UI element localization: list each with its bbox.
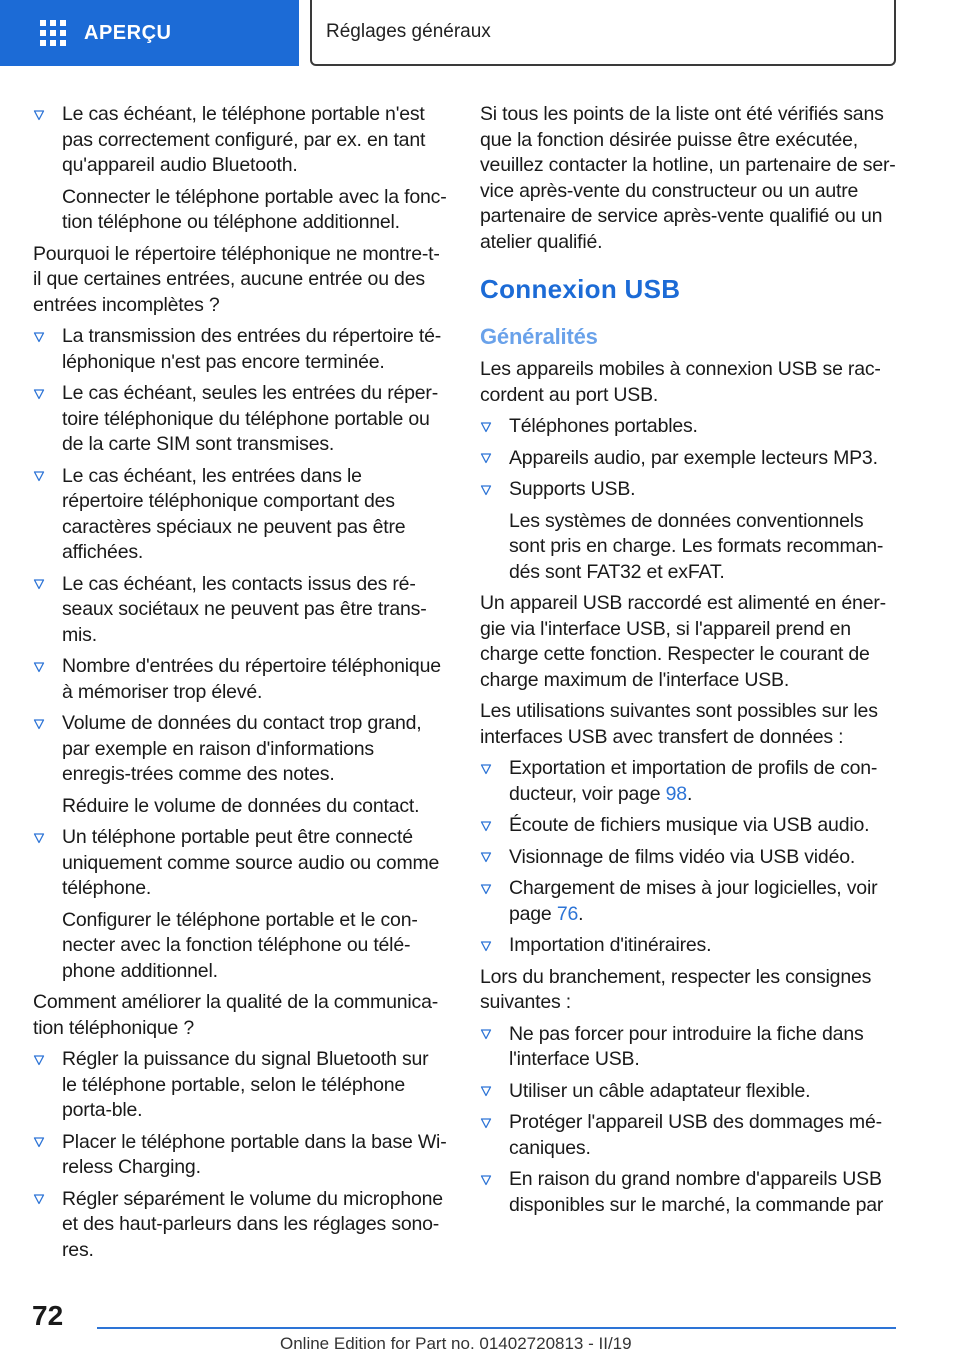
left-column	[33, 102, 447, 1269]
list-item	[480, 813, 896, 839]
overview-tab-label: APERÇU	[84, 21, 172, 44]
list-item-text: Visionnage de films vidéo via USB vidéo.	[509, 845, 856, 868]
list-item	[33, 1130, 447, 1181]
list-item	[33, 654, 447, 705]
triangle-bullet-icon	[480, 477, 496, 502]
triangle-bullet-icon	[480, 414, 496, 439]
list-item	[33, 572, 447, 649]
right-column	[480, 102, 896, 1224]
instruction-text: Réduire le volume de données du contact.	[62, 794, 420, 817]
triangle-bullet-icon	[480, 1167, 496, 1192]
triangle-bullet-icon	[480, 933, 496, 958]
list-item-text: La transmission des entrées du répertoire té‐léphonique n'est pas encore terminée.	[62, 325, 442, 373]
list-item	[480, 933, 896, 959]
list-item	[33, 711, 447, 788]
paragraph: Lors du branchement, respecter les consignes suivantes :	[480, 965, 872, 1013]
triangle-bullet-icon	[33, 324, 49, 349]
list-item	[33, 825, 447, 902]
footer-divider	[97, 1327, 896, 1329]
list-item-text: Exportation et importation de profils de con‐ducteur, voir page	[509, 757, 878, 805]
list-item-text: Nombre d'entrées du répertoire téléphonique à mémoriser trop élevé.	[62, 655, 441, 703]
triangle-bullet-icon	[33, 654, 49, 679]
list-item-text: Volume de données du contact trop grand, par exemple en raison d'informations enregis‐trées comme des notes.	[62, 712, 422, 785]
list-item-text: Régler séparément le volume du microphone et des haut-parleurs dans les réglages sono‐res.	[62, 1187, 443, 1261]
instruction-text: Configurer le téléphone portable et le con‐necter avec la fonction téléphone ou télé‐phone additionnel.	[62, 908, 418, 982]
triangle-bullet-icon	[480, 876, 496, 901]
list-item	[33, 1047, 447, 1124]
paragraph: Un appareil USB raccordé est alimenté en éner‐gie via l'interface USB, si l'appareil prend en charge cette fonction. Respecter le courant de charge maximum de l'interface USB.	[480, 592, 886, 691]
triangle-bullet-icon	[480, 1022, 496, 1047]
list-item	[33, 464, 447, 566]
list-item-text: Le cas échéant, les entrées dans le répertoire téléphonique comportant des caractères spéciaux ne peuvent pas être affichées.	[62, 464, 406, 563]
triangle-bullet-icon	[480, 813, 496, 838]
list-item	[480, 756, 896, 807]
list-item	[480, 1022, 896, 1073]
footer-edition: Online Edition for Part no. 01402720813 - II/19	[280, 1334, 632, 1353]
list-item	[480, 876, 896, 927]
page-reference-link[interactable]: 76	[556, 902, 579, 925]
triangle-bullet-icon	[33, 1130, 49, 1155]
instruction-text: Les systèmes de données conventionnels sont pris en charge. Les formats recomman‐dés sont FAT32 et exFAT.	[509, 509, 884, 583]
list-item	[480, 1110, 896, 1161]
page-number: 72	[32, 1300, 64, 1331]
list-item	[480, 1167, 896, 1218]
list-item	[480, 845, 896, 871]
subsection-heading: Généralités	[480, 324, 598, 349]
paragraph: Les appareils mobiles à connexion USB se rac‐cordent au port USB.	[480, 358, 881, 406]
triangle-bullet-icon	[480, 845, 496, 870]
list-item	[480, 414, 896, 440]
triangle-bullet-icon	[33, 381, 49, 406]
grid-menu-icon	[40, 20, 66, 46]
triangle-bullet-icon	[33, 711, 49, 736]
list-item-text: Le cas échéant, le téléphone portable n'est pas correctement configuré, par ex. en tant qu'appareil audio Bluetooth.	[62, 103, 426, 176]
list-item-text: En raison du grand nombre d'appareils USB disponibles sur le marché, la commande par	[509, 1168, 884, 1216]
list-item	[480, 446, 896, 472]
punctuation: .	[686, 782, 693, 805]
list-item-text: Utiliser un câble adaptateur flexible.	[509, 1079, 811, 1102]
list-item-text: Placer le téléphone portable dans la base Wi‐reless Charging.	[62, 1130, 447, 1178]
list-item-text: Écoute de fichiers musique via USB audio.	[509, 814, 870, 836]
paragraph: Les utilisations suivantes sont possibles sur les interfaces USB avec transfert de données :	[480, 700, 878, 748]
list-item-text: Un téléphone portable peut être connecté uniquement comme source audio ou comme téléphone.	[62, 826, 440, 899]
triangle-bullet-icon	[33, 464, 49, 489]
list-item-text: Protéger l'appareil USB des dommages mé‐caniques.	[509, 1111, 882, 1159]
paragraph: Comment améliorer la qualité de la communica‐tion téléphonique ?	[33, 991, 439, 1039]
list-item-text: Téléphones portables.	[509, 415, 698, 437]
triangle-bullet-icon	[480, 1110, 496, 1135]
overview-tab[interactable]	[0, 0, 299, 66]
triangle-bullet-icon	[480, 1079, 496, 1104]
triangle-bullet-icon	[33, 1047, 49, 1072]
list-item	[33, 324, 447, 375]
list-item-text: Ne pas forcer pour introduire la fiche dans l'interface USB.	[509, 1022, 864, 1070]
list-item	[33, 381, 447, 458]
list-item	[480, 477, 896, 503]
list-item-text: Le cas échéant, les contacts issus des ré‐seaux sociétaux ne peuvent pas être trans‐mis.	[62, 572, 427, 646]
list-item	[480, 1079, 896, 1105]
triangle-bullet-icon	[33, 572, 49, 597]
list-item-text: Importation d'itinéraires.	[509, 934, 712, 956]
list-item-text: Le cas échéant, seules les entrées du réper‐toire téléphonique du téléphone portable ou de la carte SIM sont transmises.	[62, 382, 439, 455]
page-header	[0, 0, 960, 66]
triangle-bullet-icon	[33, 102, 49, 127]
list-item-text: Régler la puissance du signal Bluetooth sur le téléphone portable, selon le téléphone porta‐ble.	[62, 1048, 429, 1121]
punctuation: .	[578, 902, 584, 925]
section-heading: Connexion USB	[480, 274, 681, 304]
paragraph: Pourquoi le répertoire téléphonique ne montre-t-il que certaines entrées, aucune entrée ou des entrées incomplètes ?	[33, 242, 440, 316]
list-item-text: Supports USB.	[509, 478, 636, 500]
list-item-text: Appareils audio, par exemple lecteurs MP3.	[509, 446, 878, 469]
list-item-text: Chargement de mises à jour logicielles, voir page	[509, 877, 878, 925]
triangle-bullet-icon	[480, 446, 496, 471]
page-reference-link[interactable]: 98	[665, 782, 687, 805]
triangle-bullet-icon	[33, 825, 49, 850]
triangle-bullet-icon	[33, 1187, 49, 1212]
paragraph: Si tous les points de la liste ont été vérifiés sans que la fonction désirée puisse être exécutée, veuillez contacter la hotline, un partenaire de ser‐vice après-vente du constructeur ou un autre partenaire de service après-vente qualifié ou un atelier qualifié.	[480, 103, 896, 253]
list-item	[33, 1187, 447, 1264]
instruction-text: Connecter le téléphone portable avec la fonc‐tion téléphone ou téléphone additionnel.	[62, 185, 447, 233]
triangle-bullet-icon	[480, 756, 496, 781]
chapter-title: Réglages généraux	[310, 0, 896, 66]
list-item	[33, 102, 447, 179]
